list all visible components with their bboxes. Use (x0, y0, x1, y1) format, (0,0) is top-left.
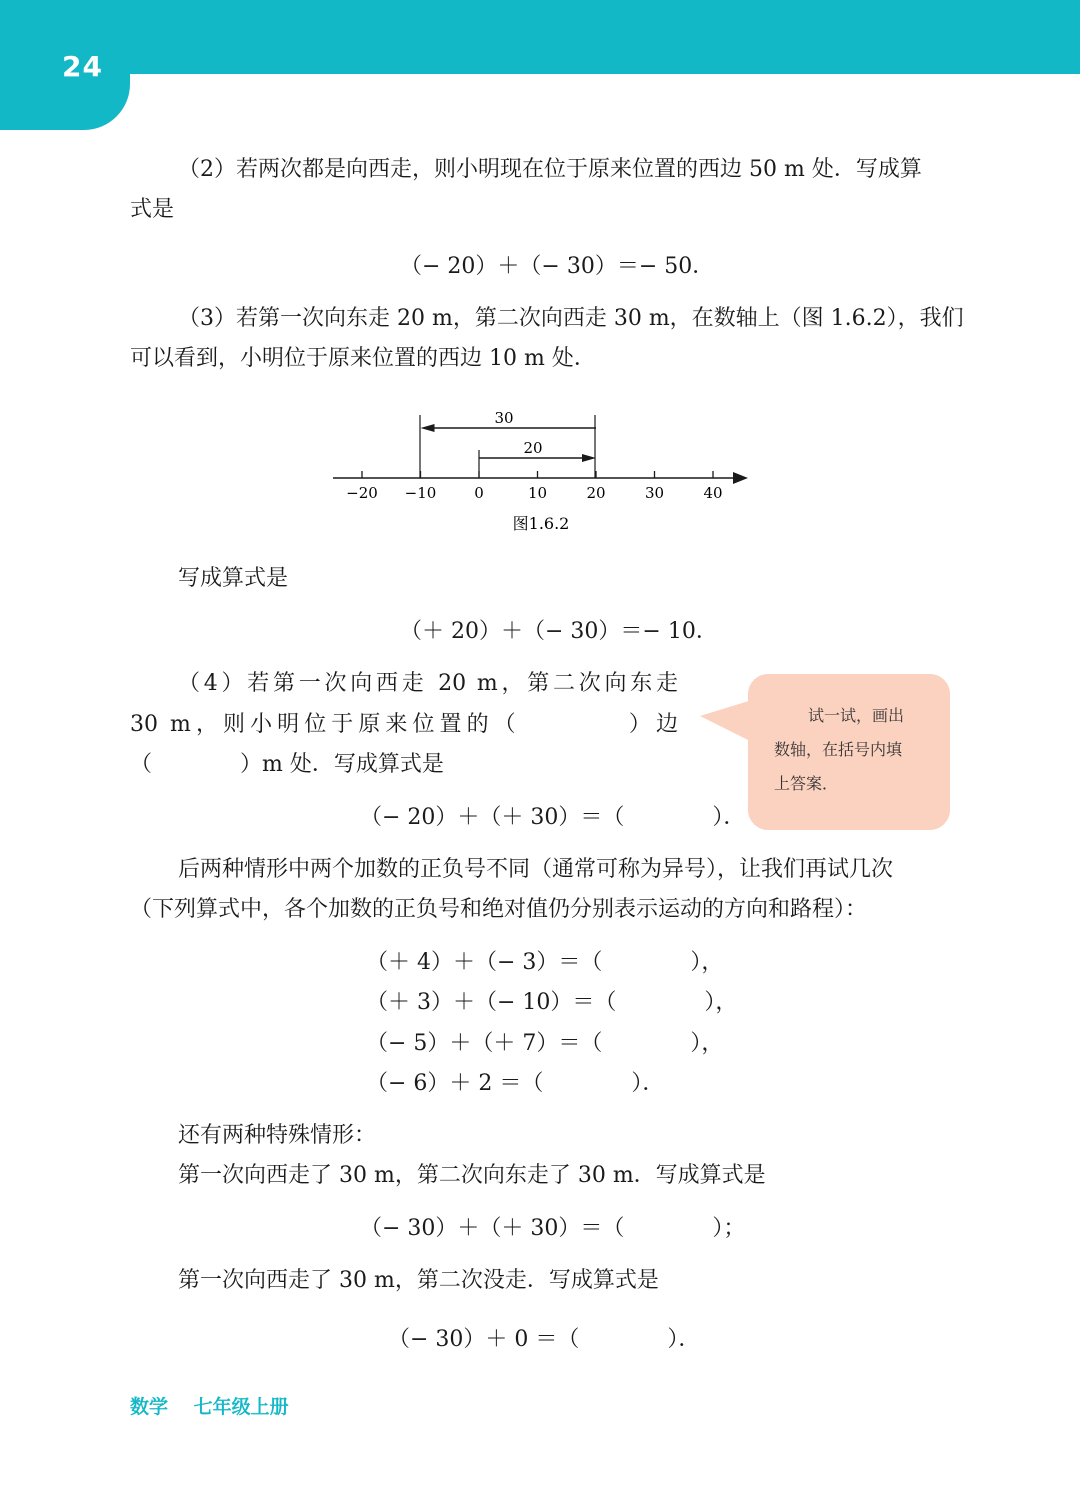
axis-tick-label: 10 (527, 484, 548, 502)
footer-subject: 数学 (130, 1396, 169, 1418)
axis-tick-label: 20 (586, 484, 606, 502)
special-intro: 还有两种特殊情形： (178, 1123, 377, 1148)
number-line-figure (0, 0, 1080, 560)
arrow-short-head-icon (582, 454, 596, 462)
paragraph-3-line-1: （3）若第一次向东走 20 m，第二次向西走 30 m，在数轴上（图 1.6.2），我们 (178, 306, 964, 331)
paragraph-4-line-2: 30 m，则小明位于原来位置的（ ）边 (130, 712, 678, 737)
footer-book: 七年级上册 (193, 1396, 289, 1418)
exercise-3: （− 5）＋（＋ 7）＝（ ）， (366, 1031, 724, 1056)
callout-line-1: 试一试，画出 (808, 706, 905, 725)
arrow-long-label: 30 (494, 409, 514, 427)
page-number: 24 (62, 50, 103, 83)
paragraph-4-line-3: （ ）m 处．写成算式是 (130, 752, 444, 777)
callout-tail (700, 700, 752, 742)
write-as-label: 写成算式是 (178, 566, 289, 591)
equation-2: （＋ 20）＋（− 30）＝− 10． (400, 619, 718, 644)
figure-caption: 图1.6.2 (512, 514, 570, 533)
paragraph-5-line-2: （下列算式中，各个加数的正负号和绝对值仍分别表示运动的方向和路程）： (130, 897, 868, 922)
paragraph-3-line-2: 可以看到，小明位于原来位置的西边 10 m 处． (130, 346, 596, 371)
paragraph-4-line-1: （4）若第一次向西走 20 m，第二次向东走 (178, 671, 678, 696)
equation-1: （− 20）＋（− 30）＝− 50． (400, 254, 715, 279)
axis-tick-label: 30 (644, 484, 665, 502)
equation-5: （− 30）＋ 0 ＝（ ）． (388, 1327, 701, 1352)
exercise-1: （＋ 4）＋（− 3）＝（ ）， (366, 950, 724, 975)
paragraph-5-line-1: 后两种情形中两个加数的正负号不同（通常可称为异号），让我们再试几次 (178, 857, 894, 882)
axis-tick-label: 40 (703, 484, 723, 502)
exercise-4: （− 6）＋ 2 ＝（ ）． (366, 1071, 665, 1096)
paragraph-2-line-2: 式是 (130, 197, 175, 222)
equation-3: （− 20）＋（＋ 30）＝（ ）． (360, 805, 746, 830)
axis-tick-label: 0 (474, 484, 484, 502)
axis-tick-label: −20 (346, 484, 378, 502)
arrow-short-label: 20 (523, 439, 543, 457)
special-case-2: 第一次向西走了 30 m，第二次没走．写成算式是 (178, 1268, 659, 1293)
paragraph-2-line-1: （2）若两次都是向西走，则小明现在位于原来位置的西边 50 m 处．写成算 (178, 157, 922, 182)
callout-line-3: 上答案． (774, 774, 839, 793)
footer (130, 1392, 289, 1419)
axis-arrow-icon (733, 472, 748, 484)
arrow-long-head-icon (421, 424, 435, 432)
special-case-1: 第一次向西走了 30 m，第二次向东走了 30 m．写成算式是 (178, 1163, 766, 1188)
exercise-2: （＋ 3）＋（− 10）＝（ ）， (366, 990, 738, 1015)
equation-4: （− 30）＋（＋ 30）＝（ ）； (360, 1216, 746, 1241)
callout-line-2: 数轴，在括号内填 (774, 740, 903, 759)
axis-tick-label: −10 (404, 484, 437, 502)
